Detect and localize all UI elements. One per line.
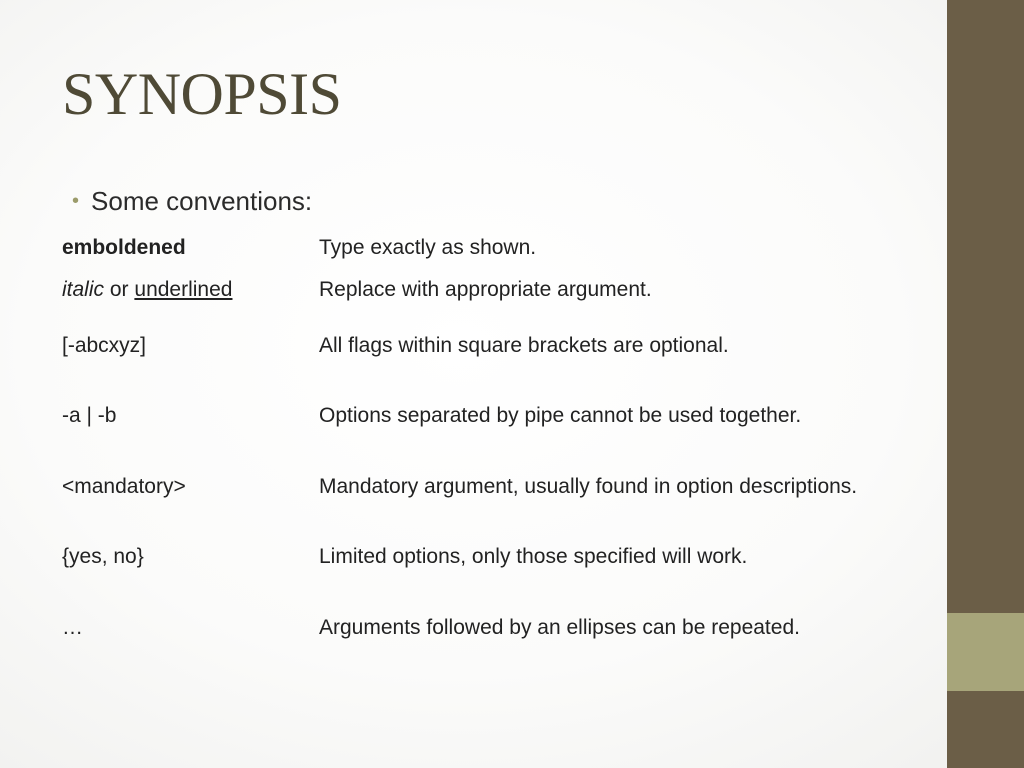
theme-sidebar xyxy=(947,0,1024,768)
convention-row xyxy=(62,532,902,582)
convention-term: -a | -b xyxy=(62,404,117,427)
term-connector: or xyxy=(109,278,129,301)
term-underlined: underlined xyxy=(134,278,233,301)
convention-row xyxy=(62,391,902,441)
bullet-item xyxy=(72,186,312,217)
convention-description: Limited options, only those specified will work. xyxy=(319,545,748,568)
term-italic: italic xyxy=(62,278,105,301)
convention-row xyxy=(62,456,902,518)
bullet-text: Some conventions: xyxy=(91,186,313,216)
convention-term xyxy=(62,265,312,315)
slide-title: SYNOPSIS xyxy=(62,61,342,127)
convention-description: Replace with appropriate argument. xyxy=(319,278,652,301)
convention-term: [-abcxyz] xyxy=(62,334,147,357)
convention-description: All flags within square brackets are optional. xyxy=(319,334,729,357)
convention-term: {yes, no} xyxy=(62,545,144,568)
convention-term: emboldened xyxy=(62,236,186,259)
convention-description: Options separated by pipe cannot be used together. xyxy=(319,404,802,427)
convention-description: Arguments followed by an ellipses can be repeated. xyxy=(319,616,800,639)
bullet-marker: • xyxy=(72,190,80,212)
convention-term: <mandatory> xyxy=(62,475,186,498)
convention-description: Type exactly as shown. xyxy=(319,236,537,259)
convention-row xyxy=(62,321,902,371)
convention-term: … xyxy=(62,616,83,639)
convention-description: Mandatory argument, usually found in option descriptions. xyxy=(319,475,858,498)
convention-row xyxy=(62,603,902,653)
convention-row xyxy=(62,265,902,315)
sidebar-accent-block xyxy=(947,613,1024,691)
